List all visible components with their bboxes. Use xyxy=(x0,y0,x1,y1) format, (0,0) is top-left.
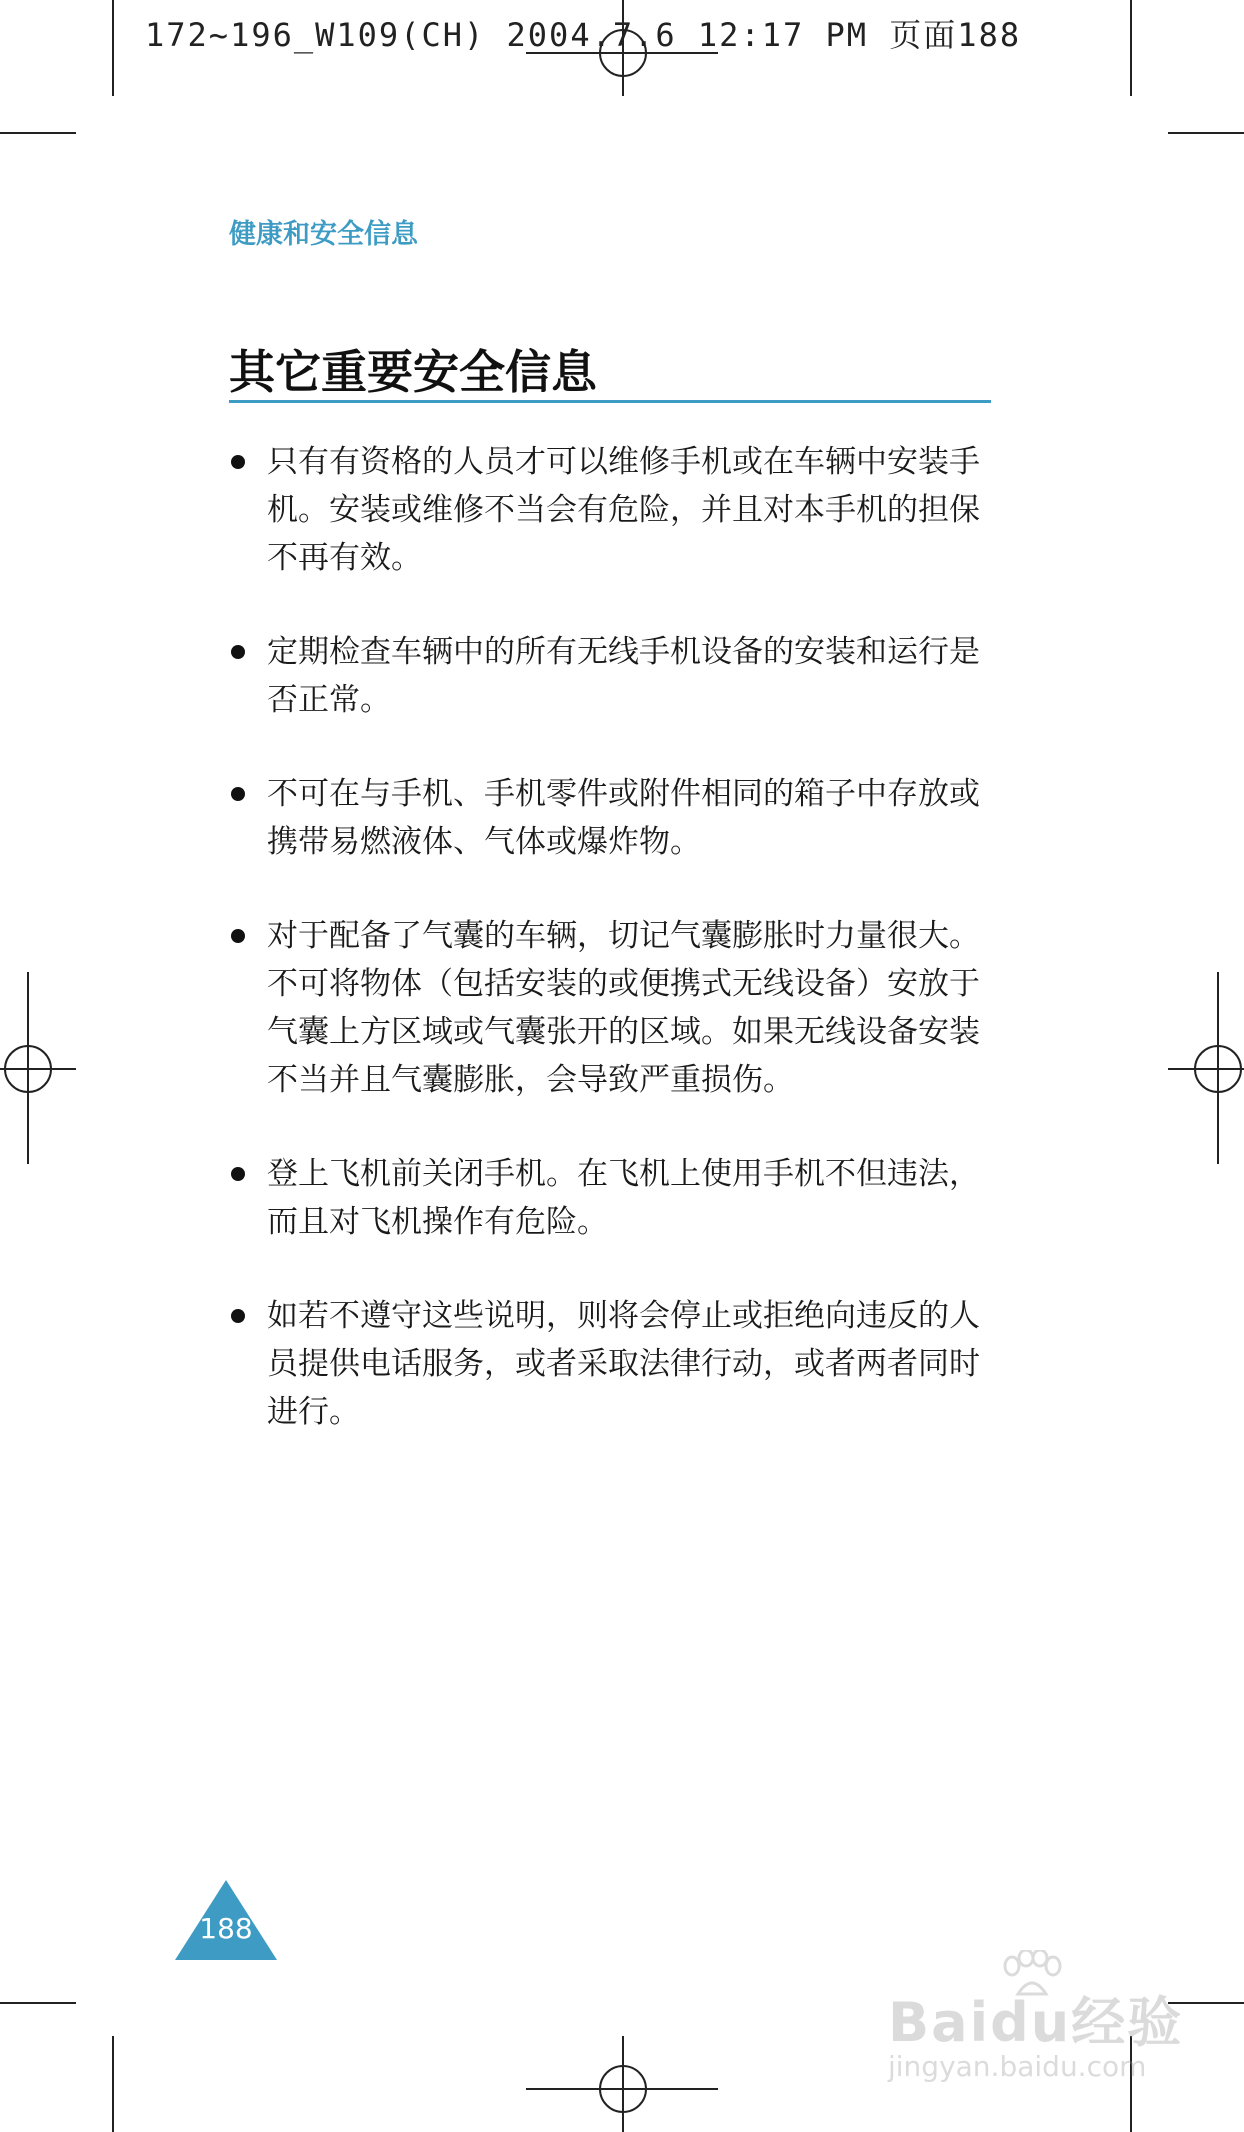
bullet-text: 如若不遵守这些说明，则将会停止或拒绝向违反的人员提供电话服务，或者采取法律行动，或者两者同时进行。 xyxy=(267,1298,980,1430)
bullet-text: 登上飞机前关闭手机。在飞机上使用手机不但违法，而且对飞机操作有危险。 xyxy=(267,1156,980,1240)
list-item xyxy=(229,770,991,866)
crop-mark xyxy=(112,2036,114,2132)
section-title: 其它重要安全信息 xyxy=(229,345,597,399)
watermark-brand: Baidu经验 xyxy=(888,1991,1184,2054)
bullet-icon xyxy=(231,787,245,801)
bullet-icon xyxy=(231,1167,245,1181)
bullet-text: 定期检查车辆中的所有无线手机设备的安装和运行是否正常。 xyxy=(267,634,980,718)
crop-mark xyxy=(0,2002,76,2004)
crop-mark xyxy=(112,0,114,96)
running-header: 健康和安全信息 xyxy=(229,219,418,250)
list-item xyxy=(229,1150,991,1246)
crop-mark xyxy=(1130,0,1132,96)
crop-mark xyxy=(0,132,76,134)
bullet-icon xyxy=(231,929,245,943)
list-item xyxy=(229,438,991,582)
bullet-text: 对于配备了气囊的车辆，切记气囊膨胀时力量很大。不可将物体（包括安装的或便携式无线设备）安放于气囊上方区域或气囊张开的区域。如果无线设备安装不当并且气囊膨胀，会导致严重损伤。 xyxy=(267,918,980,1098)
print-slug: 172~196_W109(CH) 2004.7.6 12:17 PM 页面188 xyxy=(145,16,1022,54)
list-item xyxy=(229,628,991,724)
safety-bullet-list xyxy=(229,438,991,1482)
bullet-text: 不可在与手机、手机零件或附件相同的箱子中存放或携带易燃液体、气体或爆炸物。 xyxy=(267,776,980,860)
list-item xyxy=(229,1292,991,1436)
bullet-text: 只有有资格的人员才可以维修手机或在车辆中安装手机。安装或维修不当会有危险，并且对本手机的担保不再有效。 xyxy=(267,444,980,576)
bullet-icon xyxy=(231,1309,245,1323)
title-underline xyxy=(229,400,991,403)
crop-mark xyxy=(1168,132,1244,134)
registration-circle-icon xyxy=(4,1045,52,1093)
registration-circle-icon xyxy=(1194,1045,1242,1093)
baidu-watermark xyxy=(880,1950,1184,2083)
page-number: 188 xyxy=(199,1912,253,1945)
list-item xyxy=(229,912,991,1104)
bullet-icon xyxy=(231,645,245,659)
watermark-url: jingyan.baidu.com xyxy=(888,2050,1147,2083)
registration-circle-icon xyxy=(599,2065,647,2113)
bullet-icon xyxy=(231,455,245,469)
